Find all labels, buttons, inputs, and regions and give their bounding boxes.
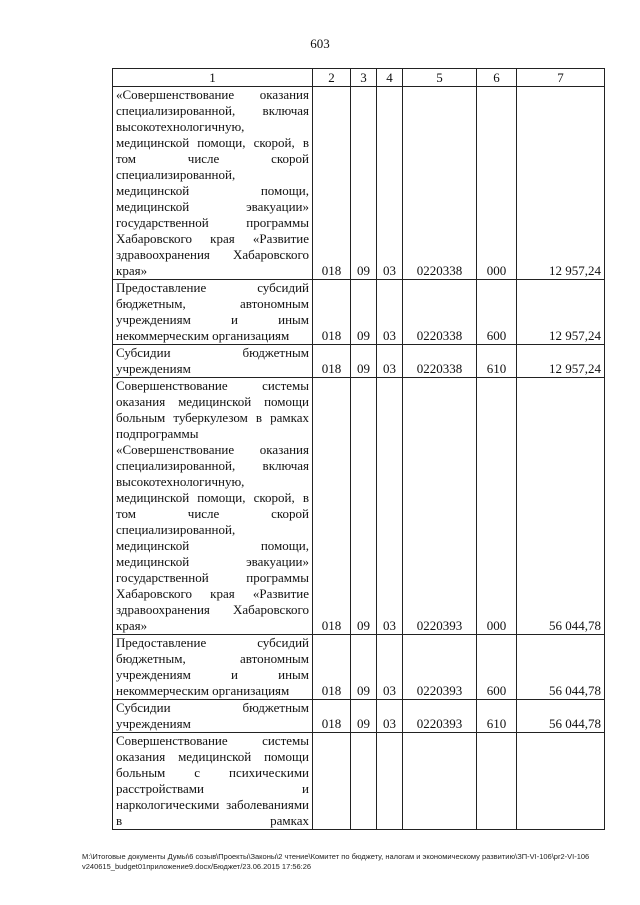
column-header: 4 <box>377 69 403 87</box>
cell-subsection: 03 <box>377 378 403 635</box>
cell-ministry-code: 018 <box>313 635 351 700</box>
cell-expense-type: 600 <box>477 635 517 700</box>
row-description: Предоставление субсидий бюджетным, автономным учреждениям и иным некоммерческим организациям <box>113 280 313 345</box>
column-header: 2 <box>313 69 351 87</box>
cell-ministry-code: 018 <box>313 700 351 733</box>
table-row <box>113 733 605 830</box>
cell-section: 09 <box>351 635 377 700</box>
cell-section: 09 <box>351 378 377 635</box>
column-header: 6 <box>477 69 517 87</box>
cell-section: 09 <box>351 700 377 733</box>
cell-amount: 12 957,24 <box>517 280 605 345</box>
cell-target-article: 0220393 <box>403 700 477 733</box>
file-path-footer: M:\Итоговые документы Думы\6 созыв\Проекты\Законы\2 чтение\Комитет по бюджету, налогам и экономическому развитию\ЗП-VI-106\pr2-VI-106 v240615_budget01приложение9.docx/Бюджет/23.06.2015 17:56:26 <box>82 852 590 871</box>
column-header: 5 <box>403 69 477 87</box>
page-number: 603 <box>310 36 330 51</box>
cell-amount <box>517 733 605 830</box>
row-description: Субсидии бюджетным учреждениям <box>113 345 313 378</box>
cell-amount: 12 957,24 <box>517 87 605 280</box>
cell-subsection: 03 <box>377 87 403 280</box>
cell-target-article: 0220338 <box>403 345 477 378</box>
table-row <box>113 87 605 280</box>
row-description: Совершенствование системы оказания медицинской помощи больным с психическими расстройствами и наркологическими заболеваниями в рамках <box>113 733 313 830</box>
column-header: 3 <box>351 69 377 87</box>
cell-ministry-code <box>313 733 351 830</box>
cell-target-article: 0220338 <box>403 87 477 280</box>
cell-amount: 56 044,78 <box>517 635 605 700</box>
cell-target-article <box>403 733 477 830</box>
table-row <box>113 378 605 635</box>
row-description: «Совершенствование оказания специализированной, включая высокотехнологичную, медицинской помощи, скорой, в том числе скорой специализированной, медицинской помощи, медицинской эвакуации» государственной программы Хабаровского края «Развитие здравоохранения Хабаровского края» <box>113 87 313 280</box>
cell-amount: 12 957,24 <box>517 345 605 378</box>
row-description: Предоставление субсидий бюджетным, автономным учреждениям и иным некоммерческим организациям <box>113 635 313 700</box>
table-row <box>113 345 605 378</box>
cell-expense-type: 600 <box>477 280 517 345</box>
cell-expense-type: 000 <box>477 87 517 280</box>
cell-amount: 56 044,78 <box>517 700 605 733</box>
cell-subsection: 03 <box>377 700 403 733</box>
column-header: 7 <box>517 69 605 87</box>
cell-section: 09 <box>351 87 377 280</box>
cell-subsection: 03 <box>377 635 403 700</box>
table-row <box>113 635 605 700</box>
cell-expense-type <box>477 733 517 830</box>
cell-target-article: 0220393 <box>403 378 477 635</box>
cell-subsection: 03 <box>377 345 403 378</box>
cell-ministry-code: 018 <box>313 87 351 280</box>
cell-amount: 56 044,78 <box>517 378 605 635</box>
cell-ministry-code: 018 <box>313 345 351 378</box>
row-description: Совершенствование системы оказания медицинской помощи больным туберкулезом в рамках подпрограммы «Совершенствование оказания специализированной, включая высокотехнологичную, медицинской помощи, скорой, в том числе скорой специализированной, медицинской помощи, медицинской эвакуации» государственной программы Хабаровского края «Развитие здравоохранения Хабаровского края» <box>113 378 313 635</box>
cell-expense-type: 610 <box>477 700 517 733</box>
cell-section: 09 <box>351 280 377 345</box>
cell-expense-type: 610 <box>477 345 517 378</box>
budget-table <box>112 68 605 830</box>
cell-target-article: 0220393 <box>403 635 477 700</box>
cell-section: 09 <box>351 345 377 378</box>
column-header: 1 <box>113 69 313 87</box>
cell-ministry-code: 018 <box>313 280 351 345</box>
cell-section <box>351 733 377 830</box>
row-description: Субсидии бюджетным учреждениям <box>113 700 313 733</box>
table-row <box>113 700 605 733</box>
cell-subsection: 03 <box>377 280 403 345</box>
cell-ministry-code: 018 <box>313 378 351 635</box>
cell-expense-type: 000 <box>477 378 517 635</box>
cell-target-article: 0220338 <box>403 280 477 345</box>
cell-subsection <box>377 733 403 830</box>
header-row <box>113 69 605 87</box>
table-row <box>113 280 605 345</box>
